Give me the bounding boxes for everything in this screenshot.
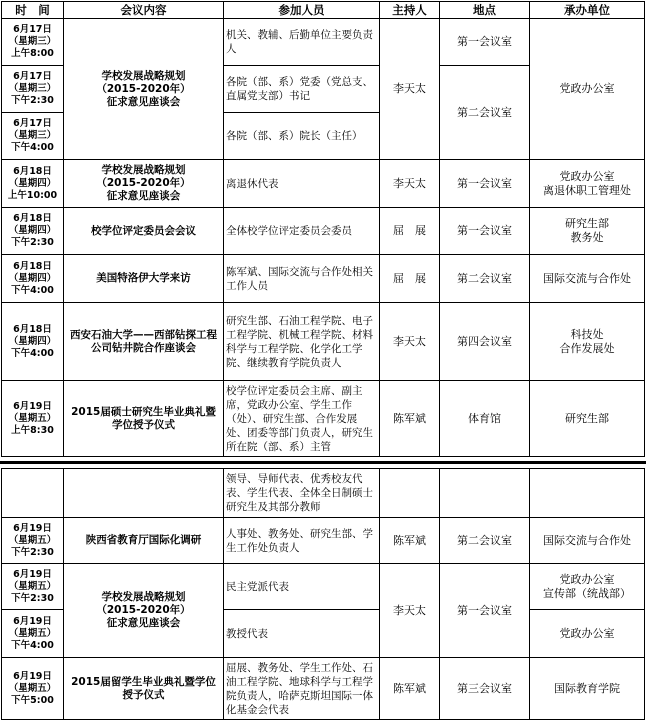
organizer-cell: 研究生部 教务处 bbox=[530, 208, 645, 255]
organizer-cell: 党政办公室 bbox=[530, 610, 645, 658]
organizer-cell: 党政办公室 宣传部（统战部） bbox=[530, 564, 645, 610]
host-cell bbox=[380, 469, 440, 518]
content-cell: 西安石油大学——西部钻探工程公司钻井院合作座谈会 bbox=[64, 303, 224, 381]
time-cell: 6月19日 （星期五） 下午2:30 bbox=[2, 518, 64, 564]
venue-cell: 第一会议室 bbox=[440, 564, 530, 658]
venue-cell: 第一会议室 bbox=[440, 208, 530, 255]
venue-cell: 第四会议室 bbox=[440, 303, 530, 381]
header-staff: 参加人员 bbox=[224, 2, 380, 19]
venue-cell bbox=[440, 469, 530, 518]
venue-cell: 第一会议室 bbox=[440, 19, 530, 66]
time-cell: 6月17日 （星期三） 下午2:30 bbox=[2, 66, 64, 113]
venue-cell: 第二会议室 bbox=[440, 255, 530, 303]
content-cell: 校学位评定委员会会议 bbox=[64, 208, 224, 255]
host-cell: 屈 展 bbox=[380, 208, 440, 255]
time-cell: 6月17日 （星期三） 下午4:00 bbox=[2, 113, 64, 160]
table-row bbox=[2, 658, 645, 720]
host-cell: 陈军斌 bbox=[380, 381, 440, 457]
organizer-cell: 党政办公室 bbox=[530, 19, 645, 160]
venue-cell: 第二会议室 bbox=[440, 66, 530, 160]
content-cell: 学校发展战略规划 （2015-2020年） 征求意见座谈会 bbox=[64, 160, 224, 208]
table-row bbox=[2, 208, 645, 255]
organizer-cell: 国际教育学院 bbox=[530, 658, 645, 720]
table-row bbox=[2, 160, 645, 208]
table-row bbox=[2, 518, 645, 564]
host-cell: 屈 展 bbox=[380, 255, 440, 303]
staff-cell: 各院（部、系）院长（主任） bbox=[224, 113, 380, 160]
time-cell: 6月19日 （星期五） 上午8:30 bbox=[2, 381, 64, 457]
organizer-cell: 国际交流与合作处 bbox=[530, 518, 645, 564]
time-cell: 6月18日 （星期四） 下午2:30 bbox=[2, 208, 64, 255]
staff-cell: 陈军斌、国际交流与合作处相关工作人员 bbox=[224, 255, 380, 303]
schedule-table-part1 bbox=[1, 1, 645, 457]
staff-cell: 机关、教辅、后勤单位主要负责人 bbox=[224, 19, 380, 66]
header-row bbox=[2, 2, 645, 19]
content-cell: 美国特洛伊大学来访 bbox=[64, 255, 224, 303]
time-cell: 6月19日 （星期五） 下午2:30 bbox=[2, 564, 64, 610]
host-cell: 李天太 bbox=[380, 564, 440, 658]
staff-cell: 各院（部、系）党委（党总支、直属党支部）书记 bbox=[224, 66, 380, 113]
table-row bbox=[2, 19, 645, 66]
time-cell: 6月19日 （星期五） 下午4:00 bbox=[2, 610, 64, 658]
organizer-cell: 党政办公室 离退休职工管理处 bbox=[530, 160, 645, 208]
organizer-cell: 研究生部 bbox=[530, 381, 645, 457]
organizer-cell: 科技处 合作发展处 bbox=[530, 303, 645, 381]
header-venue: 地点 bbox=[440, 2, 530, 19]
host-cell: 李天太 bbox=[380, 19, 440, 160]
header-time: 时 间 bbox=[2, 2, 64, 19]
header-organizer: 承办单位 bbox=[530, 2, 645, 19]
organizer-cell bbox=[530, 469, 645, 518]
page-divider bbox=[0, 461, 646, 464]
organizer-cell: 国际交流与合作处 bbox=[530, 255, 645, 303]
host-cell: 李天太 bbox=[380, 303, 440, 381]
schedule-table-part2 bbox=[1, 468, 645, 720]
staff-cell: 屈展、教务处、学生工作处、石油工程学院、地球科学与工程学院负责人，哈萨克斯坦国际一体化基金会代表 bbox=[224, 658, 380, 720]
venue-cell: 第二会议室 bbox=[440, 518, 530, 564]
staff-cell: 研究生部、石油工程学院、电子工程学院、机械工程学院、材料科学与工程学院、化学化工学院、继续教育学院负责人 bbox=[224, 303, 380, 381]
host-cell: 陈军斌 bbox=[380, 518, 440, 564]
content-cell: 2015届硕士研究生毕业典礼暨学位授予仪式 bbox=[64, 381, 224, 457]
time-cell: 6月18日 （星期四） 上午10:00 bbox=[2, 160, 64, 208]
table-row bbox=[2, 469, 645, 518]
header-content: 会议内容 bbox=[64, 2, 224, 19]
time-cell: 6月18日 （星期四） 下午4:00 bbox=[2, 255, 64, 303]
time-cell: 6月17日 （星期三） 上午8:00 bbox=[2, 19, 64, 66]
content-cell: 学校发展战略规划 （2015-2020年） 征求意见座谈会 bbox=[64, 19, 224, 160]
staff-cell: 教授代表 bbox=[224, 610, 380, 658]
content-cell bbox=[64, 469, 224, 518]
time-cell bbox=[2, 469, 64, 518]
staff-cell: 民主党派代表 bbox=[224, 564, 380, 610]
content-cell: 陕西省教育厅国际化调研 bbox=[64, 518, 224, 564]
staff-cell: 全体校学位评定委员会委员 bbox=[224, 208, 380, 255]
table-row bbox=[2, 381, 645, 457]
host-cell: 李天太 bbox=[380, 160, 440, 208]
staff-cell: 领导、导师代表、优秀校友代表、学生代表、全体全日制硕士研究生及其部分教师 bbox=[224, 469, 380, 518]
venue-cell: 体育馆 bbox=[440, 381, 530, 457]
venue-cell: 第一会议室 bbox=[440, 160, 530, 208]
table-row bbox=[2, 255, 645, 303]
table-row bbox=[2, 303, 645, 381]
time-cell: 6月19日 （星期五） 下午5:00 bbox=[2, 658, 64, 720]
content-cell: 学校发展战略规划 （2015-2020年） 征求意见座谈会 bbox=[64, 564, 224, 658]
staff-cell: 人事处、教务处、研究生部、学生工作处负责人 bbox=[224, 518, 380, 564]
content-cell: 2015届留学生毕业典礼暨学位授予仪式 bbox=[64, 658, 224, 720]
host-cell: 陈军斌 bbox=[380, 658, 440, 720]
header-host: 主持人 bbox=[380, 2, 440, 19]
time-cell: 6月18日 （星期四） 下午4:00 bbox=[2, 303, 64, 381]
venue-cell: 第三会议室 bbox=[440, 658, 530, 720]
staff-cell: 离退休代表 bbox=[224, 160, 380, 208]
staff-cell: 校学位评定委员会主席、副主席，党政办公室、学生工作（处）、研究生部、合作发展处、团委等部门负责人，研究生所在院（部、系）主管 bbox=[224, 381, 380, 457]
table-row bbox=[2, 564, 645, 610]
